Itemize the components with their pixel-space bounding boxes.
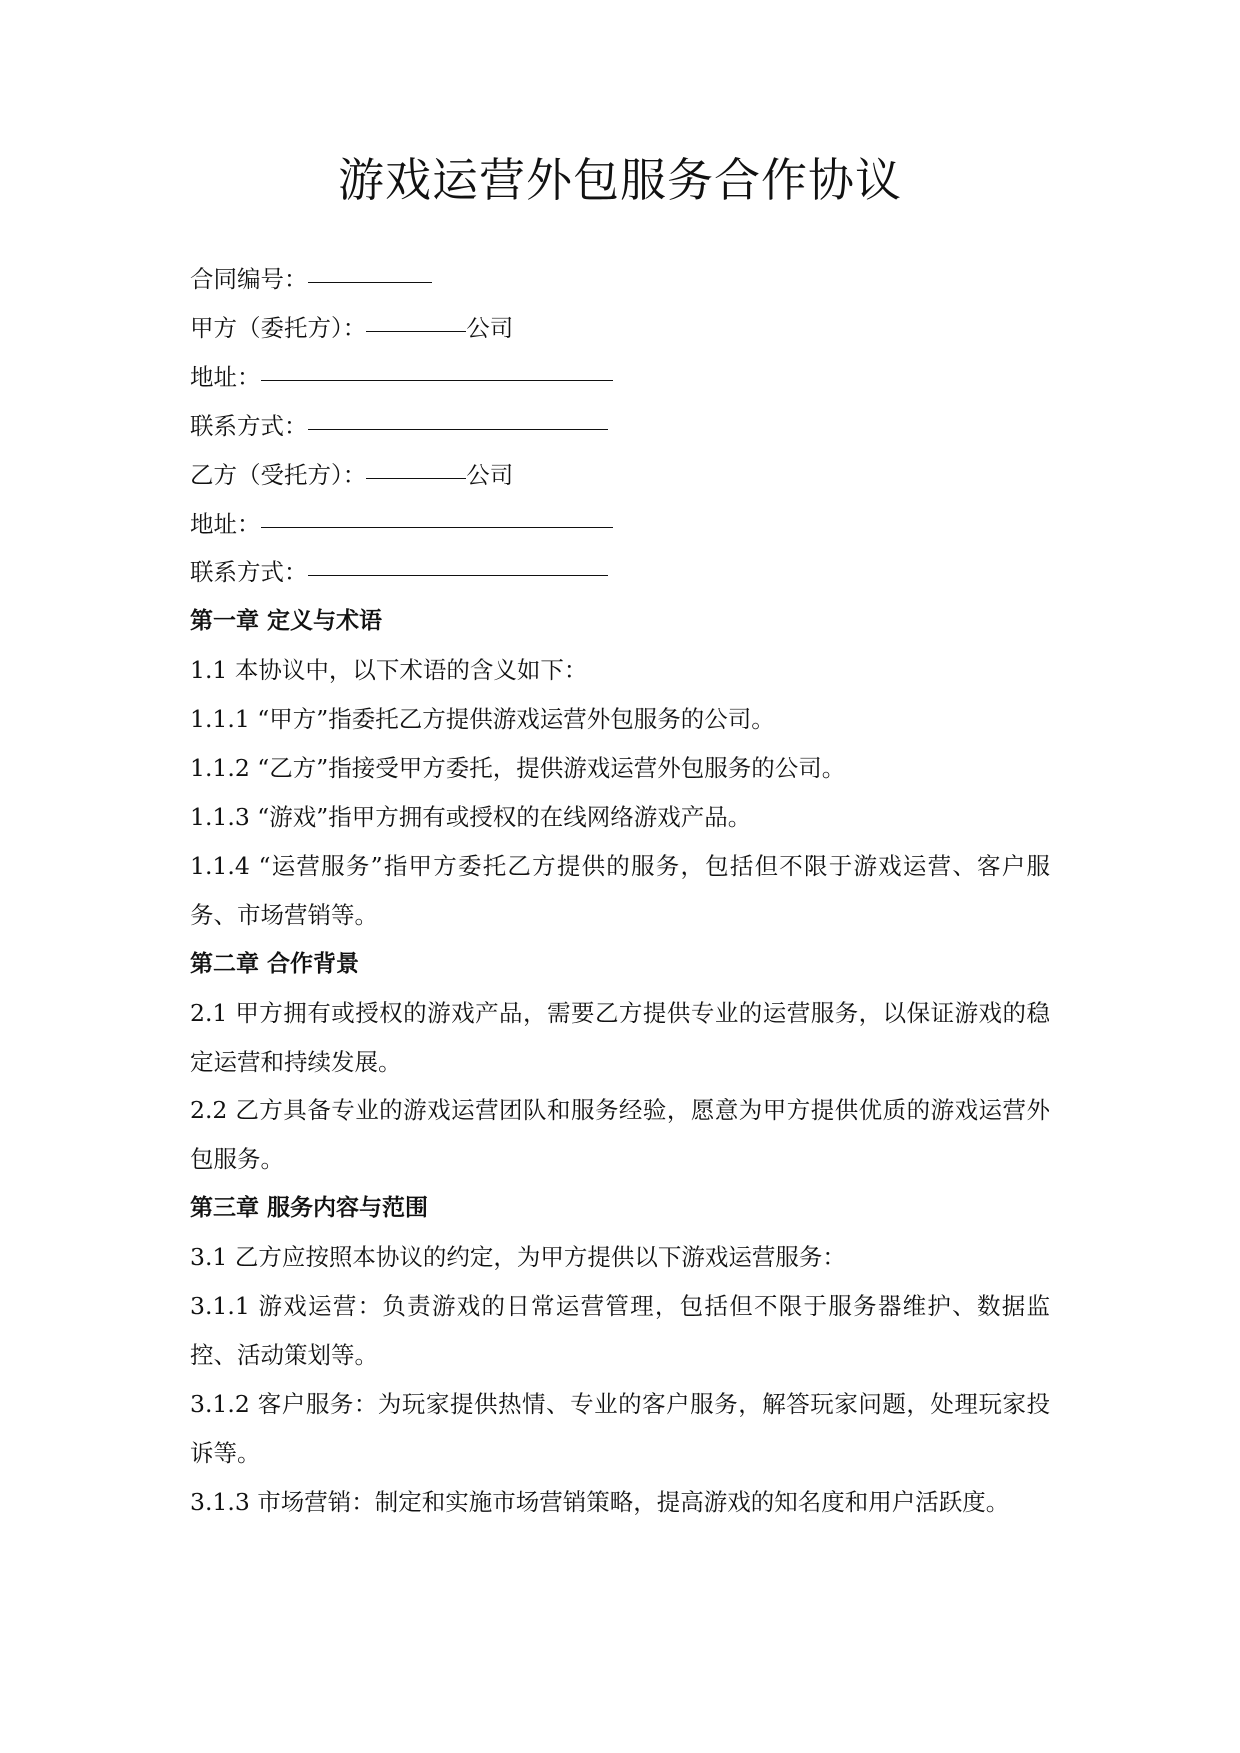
party-a-blank	[366, 301, 466, 332]
clause-3-1-3: 3.1.3 市场营销：制定和实施市场营销策略，提高游戏的知名度和用户活跃度。	[190, 1487, 1010, 1516]
clause-1-1-2: 1.1.2 “乙方”指接受甲方委托，提供游戏运营外包服务的公司。	[190, 754, 846, 783]
party-a-address-blank	[261, 350, 613, 381]
party-b-address-line	[190, 500, 1050, 549]
document-body	[190, 255, 1050, 1527]
clause-3-1-1: 3.1.1 游戏运营：负责游戏的日常运营管理，包括但不限于服务器维护、数据监控、活动策划等。	[190, 1292, 1050, 1369]
chapter-1-heading: 第一章 定义与术语	[190, 608, 383, 635]
party-b-line	[190, 451, 1050, 500]
party-b-contact-blank	[308, 545, 608, 576]
chapter-2-heading: 第二章 合作背景	[190, 950, 360, 977]
party-b-suffix: 公司	[466, 460, 514, 489]
party-a-contact-label: 联系方式：	[190, 411, 308, 440]
contract-number-blank	[308, 252, 432, 283]
clause-2-2: 2.2 乙方具备专业的游戏运营团队和服务经验，愿意为甲方提供优质的游戏运营外包服务。	[190, 1096, 1050, 1174]
party-a-contact-blank	[308, 399, 608, 430]
party-b-address-blank	[261, 497, 613, 528]
contract-number-line	[190, 255, 1050, 304]
clause-3-1-2: 3.1.2 客户服务：为玩家提供热情、专业的客户服务，解答玩家问题，处理玩家投诉等。	[190, 1389, 1050, 1467]
party-b-contact-line	[190, 548, 1050, 597]
party-a-line	[190, 304, 1050, 353]
clause-1-1-1: 1.1.1 “甲方”指委托乙方提供游戏运营外包服务的公司。	[190, 705, 775, 734]
party-a-suffix: 公司	[466, 313, 514, 342]
party-b-label: 乙方（受托方）：	[190, 460, 367, 489]
contract-number-label: 合同编号：	[190, 265, 308, 293]
clause-1-1-4: 1.1.4 “运营服务”指甲方委托乙方提供的服务，包括但不限于游戏运营、客户服务、市场营销等。	[190, 851, 1050, 929]
chapter-3-heading: 第三章 服务内容与范围	[190, 1195, 429, 1222]
party-b-address-label: 地址：	[190, 509, 261, 538]
party-b-contact-label: 联系方式：	[190, 558, 308, 587]
clause-1-1-3: 1.1.3 “游戏”指甲方拥有或授权的在线网络游戏产品。	[190, 802, 752, 831]
party-b-blank	[366, 448, 466, 479]
document-title: 游戏运营外包服务合作协议	[338, 153, 902, 207]
party-a-address-line	[190, 353, 1050, 402]
clause-2-1: 2.1 甲方拥有或授权的游戏产品，需要乙方提供专业的运营服务，以保证游戏的稳定运营和持续发展。	[190, 998, 1050, 1076]
party-a-contact-line	[190, 402, 1050, 451]
clause-1-1: 1.1 本协议中，以下术语的含义如下：	[190, 656, 588, 685]
clause-3-1: 3.1 乙方应按照本协议的约定，为甲方提供以下游戏运营服务：	[190, 1243, 846, 1272]
party-a-label: 甲方（委托方）：	[190, 313, 367, 342]
party-a-address-label: 地址：	[190, 362, 261, 391]
